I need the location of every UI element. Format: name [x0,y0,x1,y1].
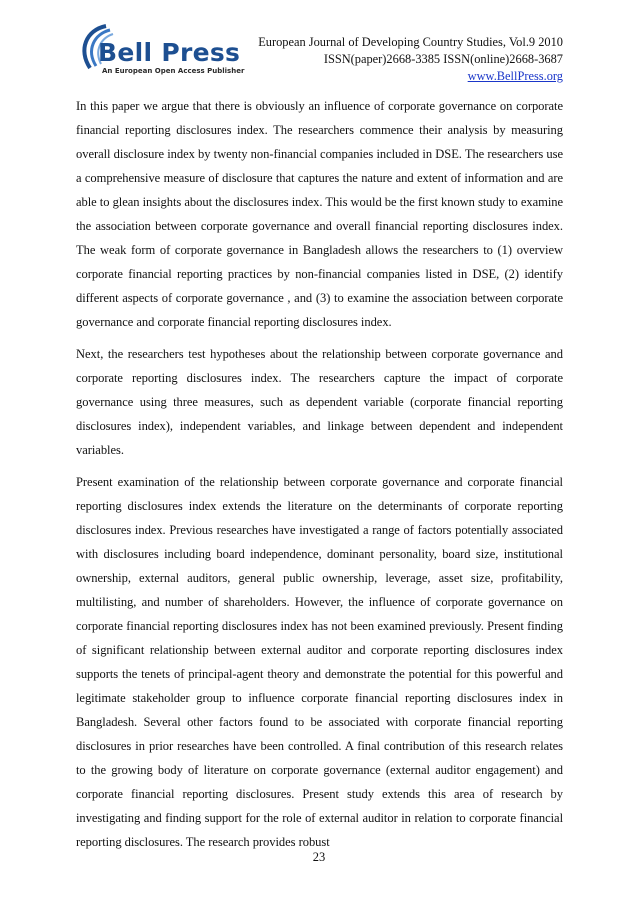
paragraph-2: Next, the researchers test hypotheses about the relationship between corporate governance and corporate reporting disclosures index. The researchers capture the impact of corporate governance using three measures, such as dependent variable (corporate financial reporting disclosures index), independent variables, and linkage between dependent and independent variables. [76,347,563,457]
page-number: 23 [312,850,326,864]
issn-line: ISSN(paper)2668-3385 ISSN(online)2668-3687 [323,52,563,66]
paragraph-3: Present examination of the relationship between corporate governance and corporate financial reporting disclosures index extends the literature on the determinants of corporate reporting disclosures index. Previous researches have investigated a range of factors potentially associated with disclosures including board independence, dominant personality, board size, institutional ownership, external auditors, general public ownership, leverage, asset size, profitability, multilisting, and number of shareholders. However, the influence of corporate governance on corporate financial reporting disclosures index has not been examined previously. Present finding of significant relationship between external auditor and corporate reporting disclosures index supports the tenets of principal-agent theory and demonstrate the potential for this powerful and legitimate stakeholder group to influence corporate financial reporting disclosures index in Bangladesh. Several other factors found to be associated with corporate financial reporting disclosures in prior researches have been controlled. A final contribution of this research relates to the growing body of literature on corporate governance (external auditor engagement) and corporate financial reporting disclosures. Present study extends this area of research by investigating and finding support for the role of external auditor in relation to corporate financial reporting disclosures. The research provides robust [76,475,563,849]
journal-info [223,34,563,85]
journal-title-line: European Journal of Developing Country Studies, Vol.9 2010 [258,35,563,49]
logo-name: Bell Press [98,38,241,67]
paragraph-1: In this paper we argue that there is obviously an influence of corporate governance on corporate financial reporting disclosures index. The researchers commence their analysis by measuring overall disclosure index by twenty non-financial companies included in DSE. The researchers use a comprehensive measure of disclosure that captures the nature and extent of information and are able to glean insights about the disclosures index. This would be the first known study to examine the association between corporate governance and overall financial reporting disclosures index. The weak form of corporate governance in Bangladesh allows the researchers to (1) overview corporate financial reporting practices by non-financial companies listed in DSE, (2) identify different aspects of corporate governance , and (3) to examine the association between corporate governance and corporate financial reporting disclosures index. [76,99,563,329]
bell-press-logo [76,20,245,76]
publisher-url-link[interactable]: www.BellPress.org [467,69,563,83]
logo-tagline: An European Open Access Publisher [102,67,245,75]
body-text [76,94,563,854]
page-header [76,14,563,84]
